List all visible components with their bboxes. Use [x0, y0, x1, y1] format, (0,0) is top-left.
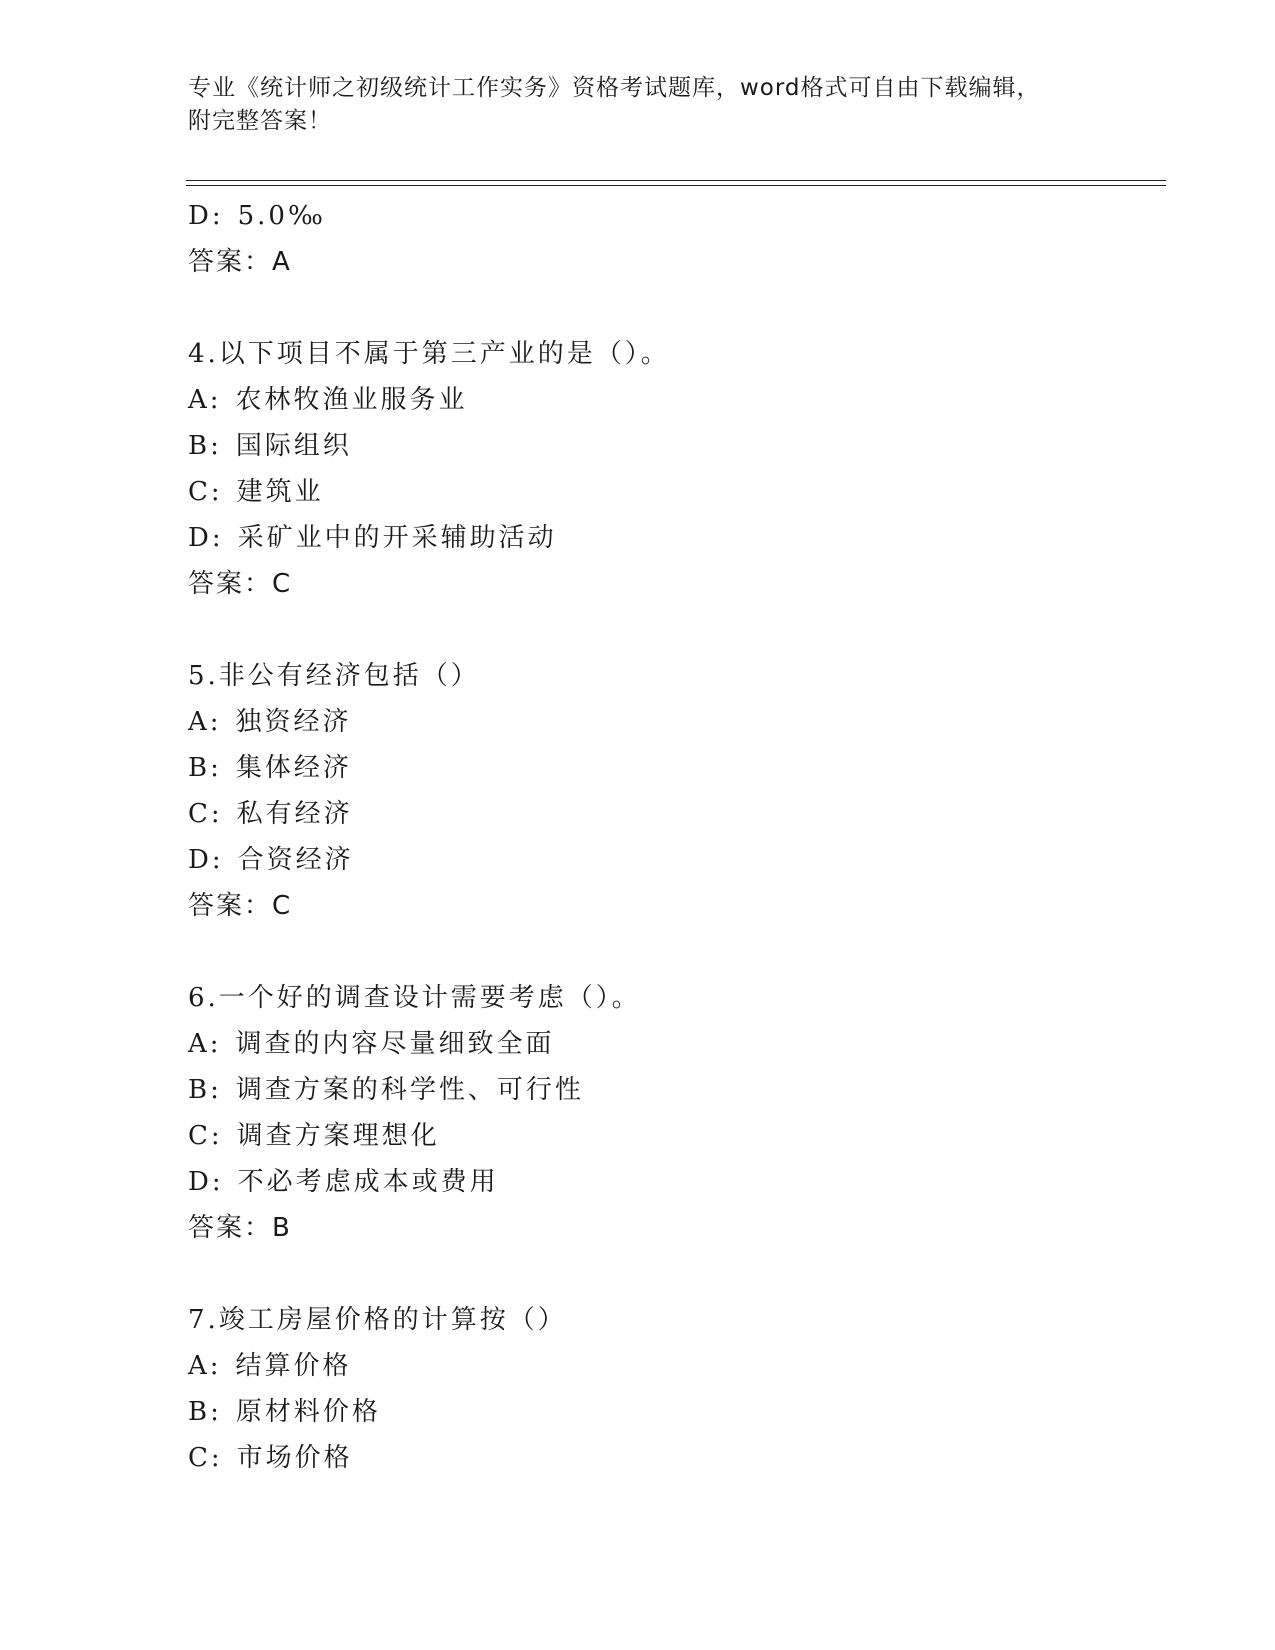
option-prefix: C: [188, 799, 223, 829]
spacer [188, 607, 1168, 653]
question-stem: 7.竣工房屋价格的计算按（） [188, 1305, 567, 1335]
option-text: 采矿业中的开采辅助活动 [237, 523, 557, 553]
option-b [188, 423, 1168, 469]
option-prefix: B: [188, 753, 222, 783]
header-line-1: 专业《统计师之初级统计工作实务》资格考试题库，word格式可自由下载编辑， [188, 75, 1041, 101]
question-stem: 6.一个好的调查设计需要考虑（）。 [188, 983, 641, 1013]
option-text: 国际组织 [235, 431, 352, 461]
spacer [188, 285, 1168, 331]
option-prefix: A: [188, 707, 222, 737]
option-prefix: B: [188, 431, 222, 461]
option-prefix: C: [188, 477, 223, 507]
option-text: 私有经济 [236, 799, 353, 829]
option-d [188, 1159, 1168, 1205]
option-b [188, 1389, 1168, 1435]
option-text: 集体经济 [235, 753, 352, 783]
question-stem: 5.非公有经济包括（） [188, 661, 480, 691]
option-d [188, 837, 1168, 883]
header-divider-bottom [186, 185, 1166, 186]
header-line-2: 附完整答案！ [188, 108, 332, 134]
option-text: 5.0‰ [237, 201, 326, 231]
option-c [188, 791, 1168, 837]
option-text: 市场价格 [236, 1443, 353, 1473]
option-text: 不必考虑成本或费用 [237, 1167, 499, 1197]
option-c [188, 469, 1168, 515]
option-prefix: D: [188, 523, 224, 553]
spacer [188, 1251, 1168, 1297]
option-a [188, 1343, 1168, 1389]
question-stem: 4.以下项目不属于第三产业的是（）。 [188, 339, 670, 369]
option-a [188, 377, 1168, 423]
option-text: 独资经济 [235, 707, 352, 737]
option-b [188, 1067, 1168, 1113]
option-b [188, 745, 1168, 791]
option-text: 结算价格 [235, 1351, 352, 1381]
option-prefix: A: [188, 1351, 222, 1381]
option-d [188, 515, 1168, 561]
answer-line: 答案：C [188, 891, 293, 921]
option-d [188, 193, 1168, 239]
option-prefix: C: [188, 1443, 223, 1473]
option-text: 建筑业 [236, 477, 324, 507]
spacer [188, 929, 1168, 975]
answer-line: 答案：B [188, 1213, 292, 1243]
header-divider-top [186, 180, 1166, 181]
question-list [188, 193, 1168, 1481]
option-prefix: A: [188, 385, 222, 415]
option-a [188, 699, 1168, 745]
option-text: 调查方案的科学性、可行性 [235, 1075, 584, 1105]
option-prefix: D: [188, 845, 224, 875]
option-prefix: B: [188, 1397, 222, 1427]
answer-line: 答案：C [188, 569, 293, 599]
option-c [188, 1113, 1168, 1159]
option-c [188, 1435, 1168, 1481]
option-prefix: A: [188, 1029, 222, 1059]
option-prefix: B: [188, 1075, 222, 1105]
option-text: 调查的内容尽量细致全面 [235, 1029, 555, 1059]
document-header [188, 72, 1088, 138]
option-text: 农林牧渔业服务业 [235, 385, 468, 415]
option-a [188, 1021, 1168, 1067]
option-prefix: C: [188, 1121, 223, 1151]
option-prefix: D: [188, 1167, 224, 1197]
answer-line: 答案：A [188, 247, 292, 277]
option-text: 原材料价格 [235, 1397, 381, 1427]
option-prefix: D: [188, 201, 224, 231]
option-text: 合资经济 [237, 845, 354, 875]
option-text: 调查方案理想化 [236, 1121, 440, 1151]
